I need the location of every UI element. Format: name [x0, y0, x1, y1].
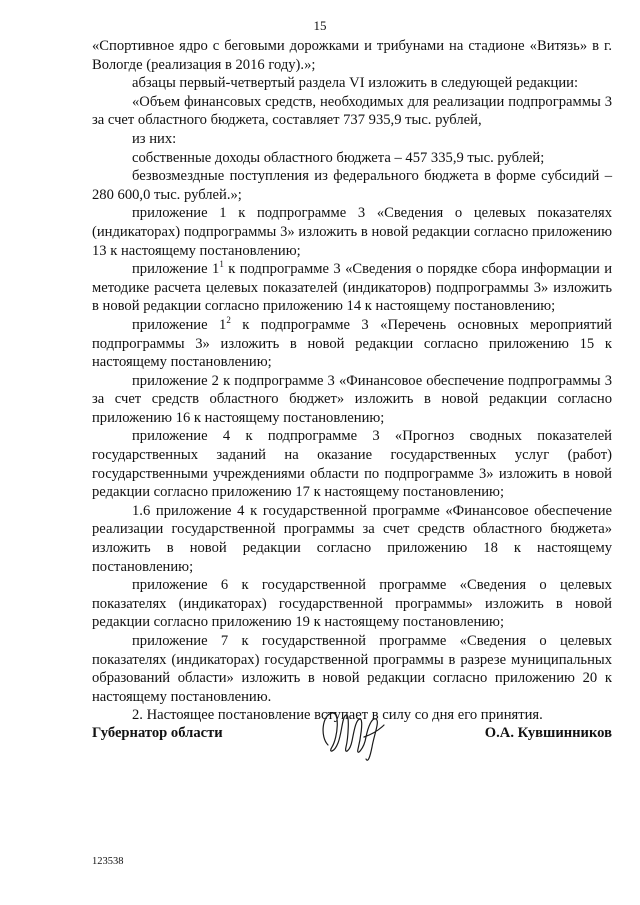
paragraph	[92, 260, 612, 316]
paragraph: приложение 6 к государственной программе «Сведения о целевых показателях (индикаторах) государственной программы» изложить в новой редакции согласно приложению 19 к настоящему постановлению;	[92, 577, 612, 631]
paragraph: безвозмездные поступления из федерального бюджета в форме субсидий – 280 600,0 тыс. рублей.»;	[92, 168, 612, 203]
signatory-title: Губернатор области	[92, 725, 223, 741]
superscript-index: 2	[226, 314, 231, 325]
paragraph: приложение 7 к государственной программе «Сведения о целевых показателях (индикаторах) государственной программы в разрезе муниципальных образований области» изложить в новой редакции согласно приложению 20 к настоящему постановлению.	[92, 633, 612, 705]
handwritten-signature	[318, 707, 390, 765]
paragraph: 1.6 приложение 4 к государственной программе «Финансовое обеспечение реализации государственной программы за счет средств областного бюджета» изложить в новой редакции согласно приложению 18 к настоящему постановлению;	[92, 502, 612, 575]
page-number: 15	[313, 18, 327, 33]
paragraph: приложение 2 к подпрограмме 3 «Финансовое обеспечение подпрограммы 3 за счет средств областного бюджет» изложить в новой редакции согласно приложению 16 к настоящему постановлению;	[92, 372, 612, 426]
paragraph: собственные доходы областного бюджета – 457 335,9 тыс. рублей;	[132, 149, 545, 166]
paragraph-text-end: к подпрограмме 3 «Перечень основных мероприятий подпрограммы 3» изложить в новой редакции согласно приложению 15 к настоящему постановлению;	[92, 316, 612, 371]
paragraph-text-end: к подпрограмме 3 «Сведения о порядке сбора информации и методике расчета целевых показателей (индикаторов) подпрограммы 3» изложить в новой редакции согласно приложению 14 к настоящему постановлению;	[92, 261, 612, 315]
document-code: 123538	[92, 856, 124, 867]
paragraph: из них:	[132, 130, 177, 147]
paragraph: «Спортивное ядро с беговыми дорожками и трибунами на стадионе «Витязь» в г. Вологде (реализация в 2016 году).»;	[92, 38, 612, 73]
paragraph: 2. Настоящее постановление вступает в силу со дня его принятия.	[132, 707, 543, 724]
superscript-index: 1	[219, 259, 224, 270]
paragraph-text-start: приложение 1	[132, 261, 220, 278]
paragraph: приложение 1 к подпрограмме 3 «Сведения о целевых показателях (индикаторах) подпрограммы 3» изложить в новой редакции согласно приложению 13 к настоящему постановлению;	[92, 205, 612, 259]
paragraph	[92, 316, 612, 372]
signature-block	[92, 707, 612, 767]
document-body	[92, 37, 612, 725]
paragraph-text-start: приложение 1	[132, 316, 227, 333]
paragraph: приложение 4 к подпрограмме 3 «Прогноз сводных показателей государственных заданий на оказание государственных услуг (работ) государственными учреждениями области по подпрограмме 3» изложить в новой редакции согласно приложению 17 к настоящему постановлению;	[92, 428, 612, 501]
signatory-name: О.А. Кувшинников	[484, 725, 612, 741]
paragraph: «Объем финансовых средств, необходимых для реализации подпрограммы 3 за счет областного бюджета, составляет 737 935,9 тыс. рублей,	[92, 93, 612, 129]
paragraph: абзацы первый-четвертый раздела VI изложить в следующей редакции:	[132, 75, 579, 92]
